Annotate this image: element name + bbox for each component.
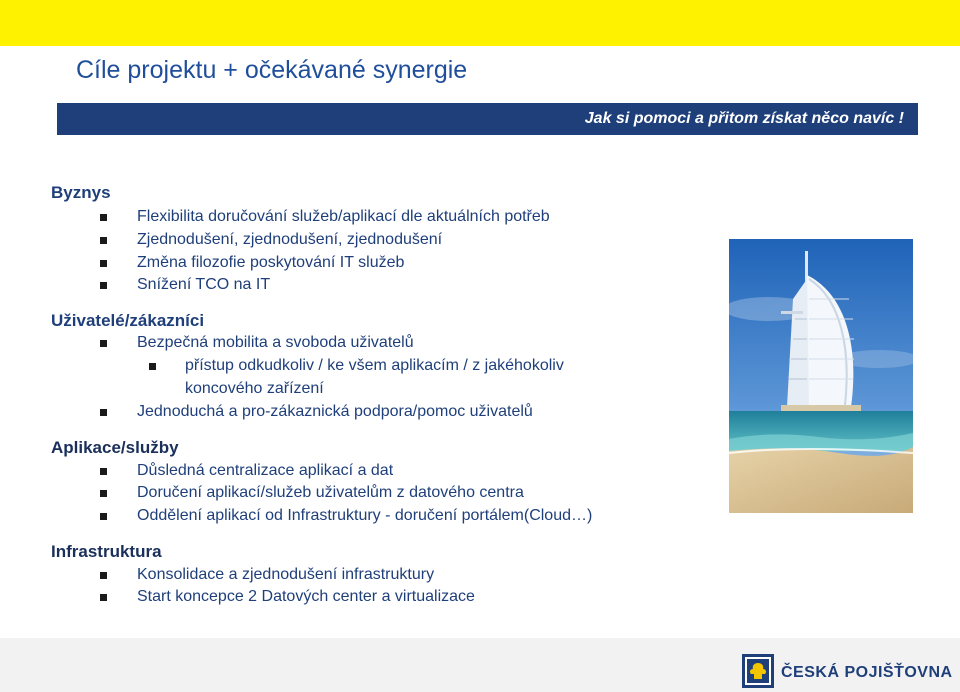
list-item: Start koncepce 2 Datových center a virtualizace — [137, 588, 475, 606]
page-title: Cíle projektu + očekávané synergie — [76, 56, 468, 84]
list-item: Snížení TCO na IT — [137, 276, 270, 294]
list-item: Změna filozofie poskytování IT služeb — [137, 254, 404, 272]
section-heading-byznys: Byznys — [51, 183, 111, 202]
list-item: Jednoduchá a pro-zákaznická podpora/pomoc uživatelů — [137, 403, 533, 421]
list-item: Konsolidace a zjednodušení infrastruktury — [137, 566, 434, 584]
list-item: Doručení aplikací/služeb uživatelům z datového centra — [137, 484, 524, 502]
bullet-square-icon — [100, 490, 107, 497]
list-item: Bezpečná mobilita a svoboda uživatelů — [137, 334, 414, 352]
bullet-square-icon — [100, 260, 107, 267]
bullet-square-icon — [100, 468, 107, 475]
ceska-pojistovna-logo-text: ČESKÁ POJIŠŤOVNA — [781, 664, 953, 681]
section-heading-aplikace: Aplikace/služby — [51, 438, 179, 457]
yellow-top-band — [0, 0, 960, 46]
subtitle-bar — [57, 103, 918, 135]
list-item: Důsledná centralizace aplikací a dat — [137, 462, 393, 480]
bullet-square-icon — [100, 409, 107, 416]
section-heading-infrastruktura: Infrastruktura — [51, 542, 162, 561]
bullet-square-icon — [100, 594, 107, 601]
bullet-square-icon — [100, 237, 107, 244]
bullet-square-icon — [100, 572, 107, 579]
bullet-square-icon — [100, 513, 107, 520]
sub-list-item-continuation: koncového zařízení — [185, 380, 324, 397]
bullet-square-icon — [100, 282, 107, 289]
bullet-square-icon — [100, 340, 107, 347]
burj-al-arab-photo — [729, 239, 913, 513]
bullet-square-icon — [149, 363, 156, 370]
ceska-pojistovna-logo-icon — [742, 654, 774, 688]
subtitle-text: Jak si pomoci a přitom získat něco navíc ! — [584, 110, 904, 127]
list-item: Zjednodušení, zjednodušení, zjednodušení — [137, 231, 442, 249]
list-item: Flexibilita doručování služeb/aplikací dle aktuálních potřeb — [137, 208, 550, 226]
bullet-square-icon — [100, 214, 107, 221]
list-item: Oddělení aplikací od Infrastruktury - doručení portálem(Cloud…) — [137, 507, 592, 525]
sub-list-item: přístup odkudkoliv / ke všem aplikacím / z jakéhokoliv — [185, 357, 564, 375]
section-heading-uzivatele: Uživatelé/zákazníci — [51, 311, 205, 330]
